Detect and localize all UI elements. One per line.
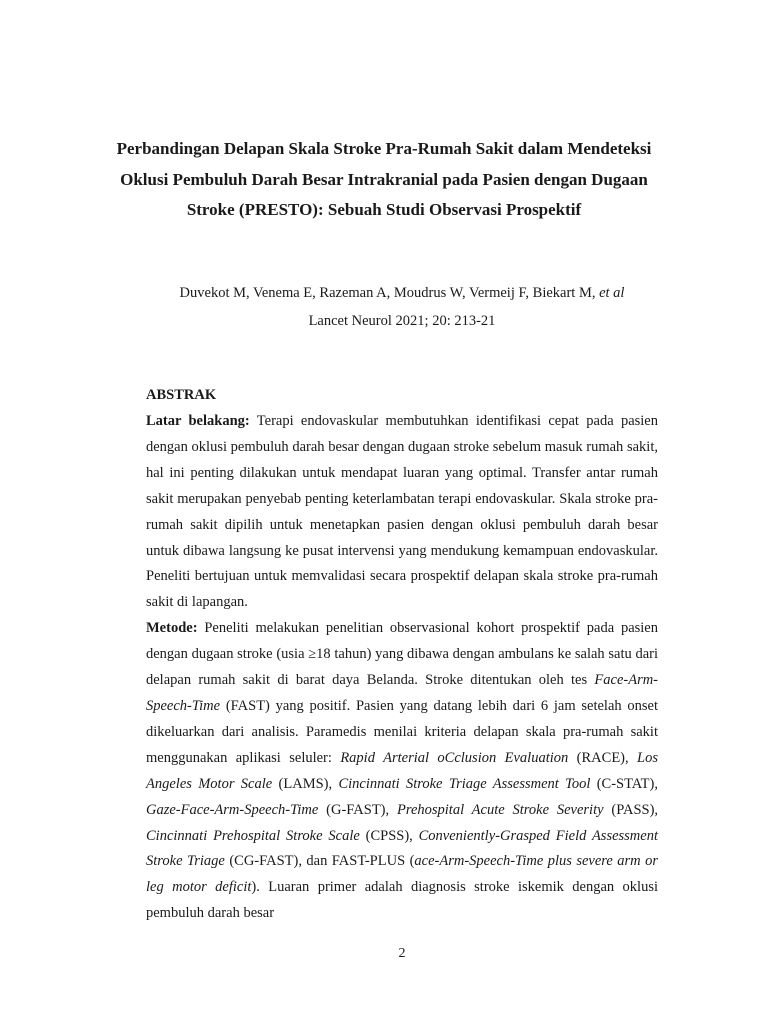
methods-paragraph xyxy=(146,616,658,927)
methods-italic-term: Cincinnati Stroke Triage Assessment Tool xyxy=(338,775,591,792)
methods-italic-term: Cincinnati Prehospital Stroke Scale xyxy=(146,827,360,844)
methods-text: (LAMS), xyxy=(278,775,333,792)
methods-text: (RACE), xyxy=(576,749,629,766)
methods-text: (C-STAT), xyxy=(596,775,658,792)
methods-italic-term: Gaze-Face-Arm-Speech-Time xyxy=(146,801,319,818)
page-number: 2 xyxy=(398,946,406,961)
methods-text: (G-FAST), xyxy=(326,801,390,818)
methods-italic-term: ace-Arm-Speech-Time plus severe arm or leg motor deficit xyxy=(146,853,659,896)
methods-text: Peneliti melakukan penelitian observasional kohort prospektif pada pasien dengan dugaan stroke (usia ≥18 tahun) yang dibawa dengan ambulans ke salah satu dari delapan rumah sakit di barat daya Belanda. Stroke ditentukan oleh tes xyxy=(146,620,658,689)
abstract-section xyxy=(146,383,658,927)
methods-italic-term: Los Angeles Motor Scale xyxy=(146,749,659,792)
methods-label: Metode: xyxy=(146,620,198,637)
methods-italic-term: Conveniently-Grasped Field Assessment Stroke Triage xyxy=(146,827,658,870)
methods-text: (CG-FAST), dan FAST-PLUS ( xyxy=(229,853,415,870)
journal-citation: Lancet Neurol 2021; 20: 213-21 xyxy=(308,313,496,329)
methods-italic-term: Prehospital Acute Stroke Severity xyxy=(396,801,604,818)
methods-italic-term: Rapid Arterial oCclusion Evaluation xyxy=(340,749,569,766)
methods-italic-term: Face-Arm-Speech-Time xyxy=(146,672,659,714)
author-names: Duvekot M, Venema E, Razeman A, Moudrus W, Vermeij F, Biekart M, xyxy=(179,285,596,301)
abstract-heading: ABSTRAK xyxy=(146,387,217,403)
paper-title: Perbandingan Delapan Skala Stroke Pra-Rumah Sakit dalam Mendeteksi Oklusi Pembuluh Darah Besar Intrakranial pada Pasien dengan Dugaan Stroke (PRESTO): Sebuah Studi Observasi Prospektif xyxy=(116,139,652,219)
background-paragraph xyxy=(146,409,658,616)
methods-text: (PASS), xyxy=(611,801,659,818)
background-text: Terapi endovaskular membutuhkan identifikasi cepat pada pasien dengan oklusi pembuluh darah besar dengan dugaan stroke sebelum masuk rumah sakit, hal ini penting dilakukan untuk mendapat luaran yang optimal. Transfer antar rumah sakit merupakan penyebab penting keterlambatan terapi endovaskular. Skala stroke pra-rumah sakit dipilih untuk menetapkan pasien dengan oklusi pembuluh darah besar untuk dibawa langsung ke pusat intervensi yang mendukung kemampuan endovaskular. Peneliti bertujuan untuk memvalidasi secara prospektif delapan skala stroke pra-rumah sakit di lapangan. xyxy=(146,413,658,611)
author-list xyxy=(110,283,694,303)
methods-text: (CPSS), xyxy=(365,827,413,844)
methods-text: (FAST) yang positif. Pasien yang datang lebih dari 6 jam setelah onset dikeluarkan dari analisis. Paramedis menilai kriteria delapan skala pra-rumah sakit menggunakan aplikasi seluler: xyxy=(146,697,659,766)
background-label: Latar belakang: xyxy=(146,413,250,429)
author-etal: et al xyxy=(599,285,625,301)
methods-text: ). Luaran primer adalah diagnosis stroke iskemik dengan oklusi pembuluh darah besar xyxy=(146,879,659,922)
